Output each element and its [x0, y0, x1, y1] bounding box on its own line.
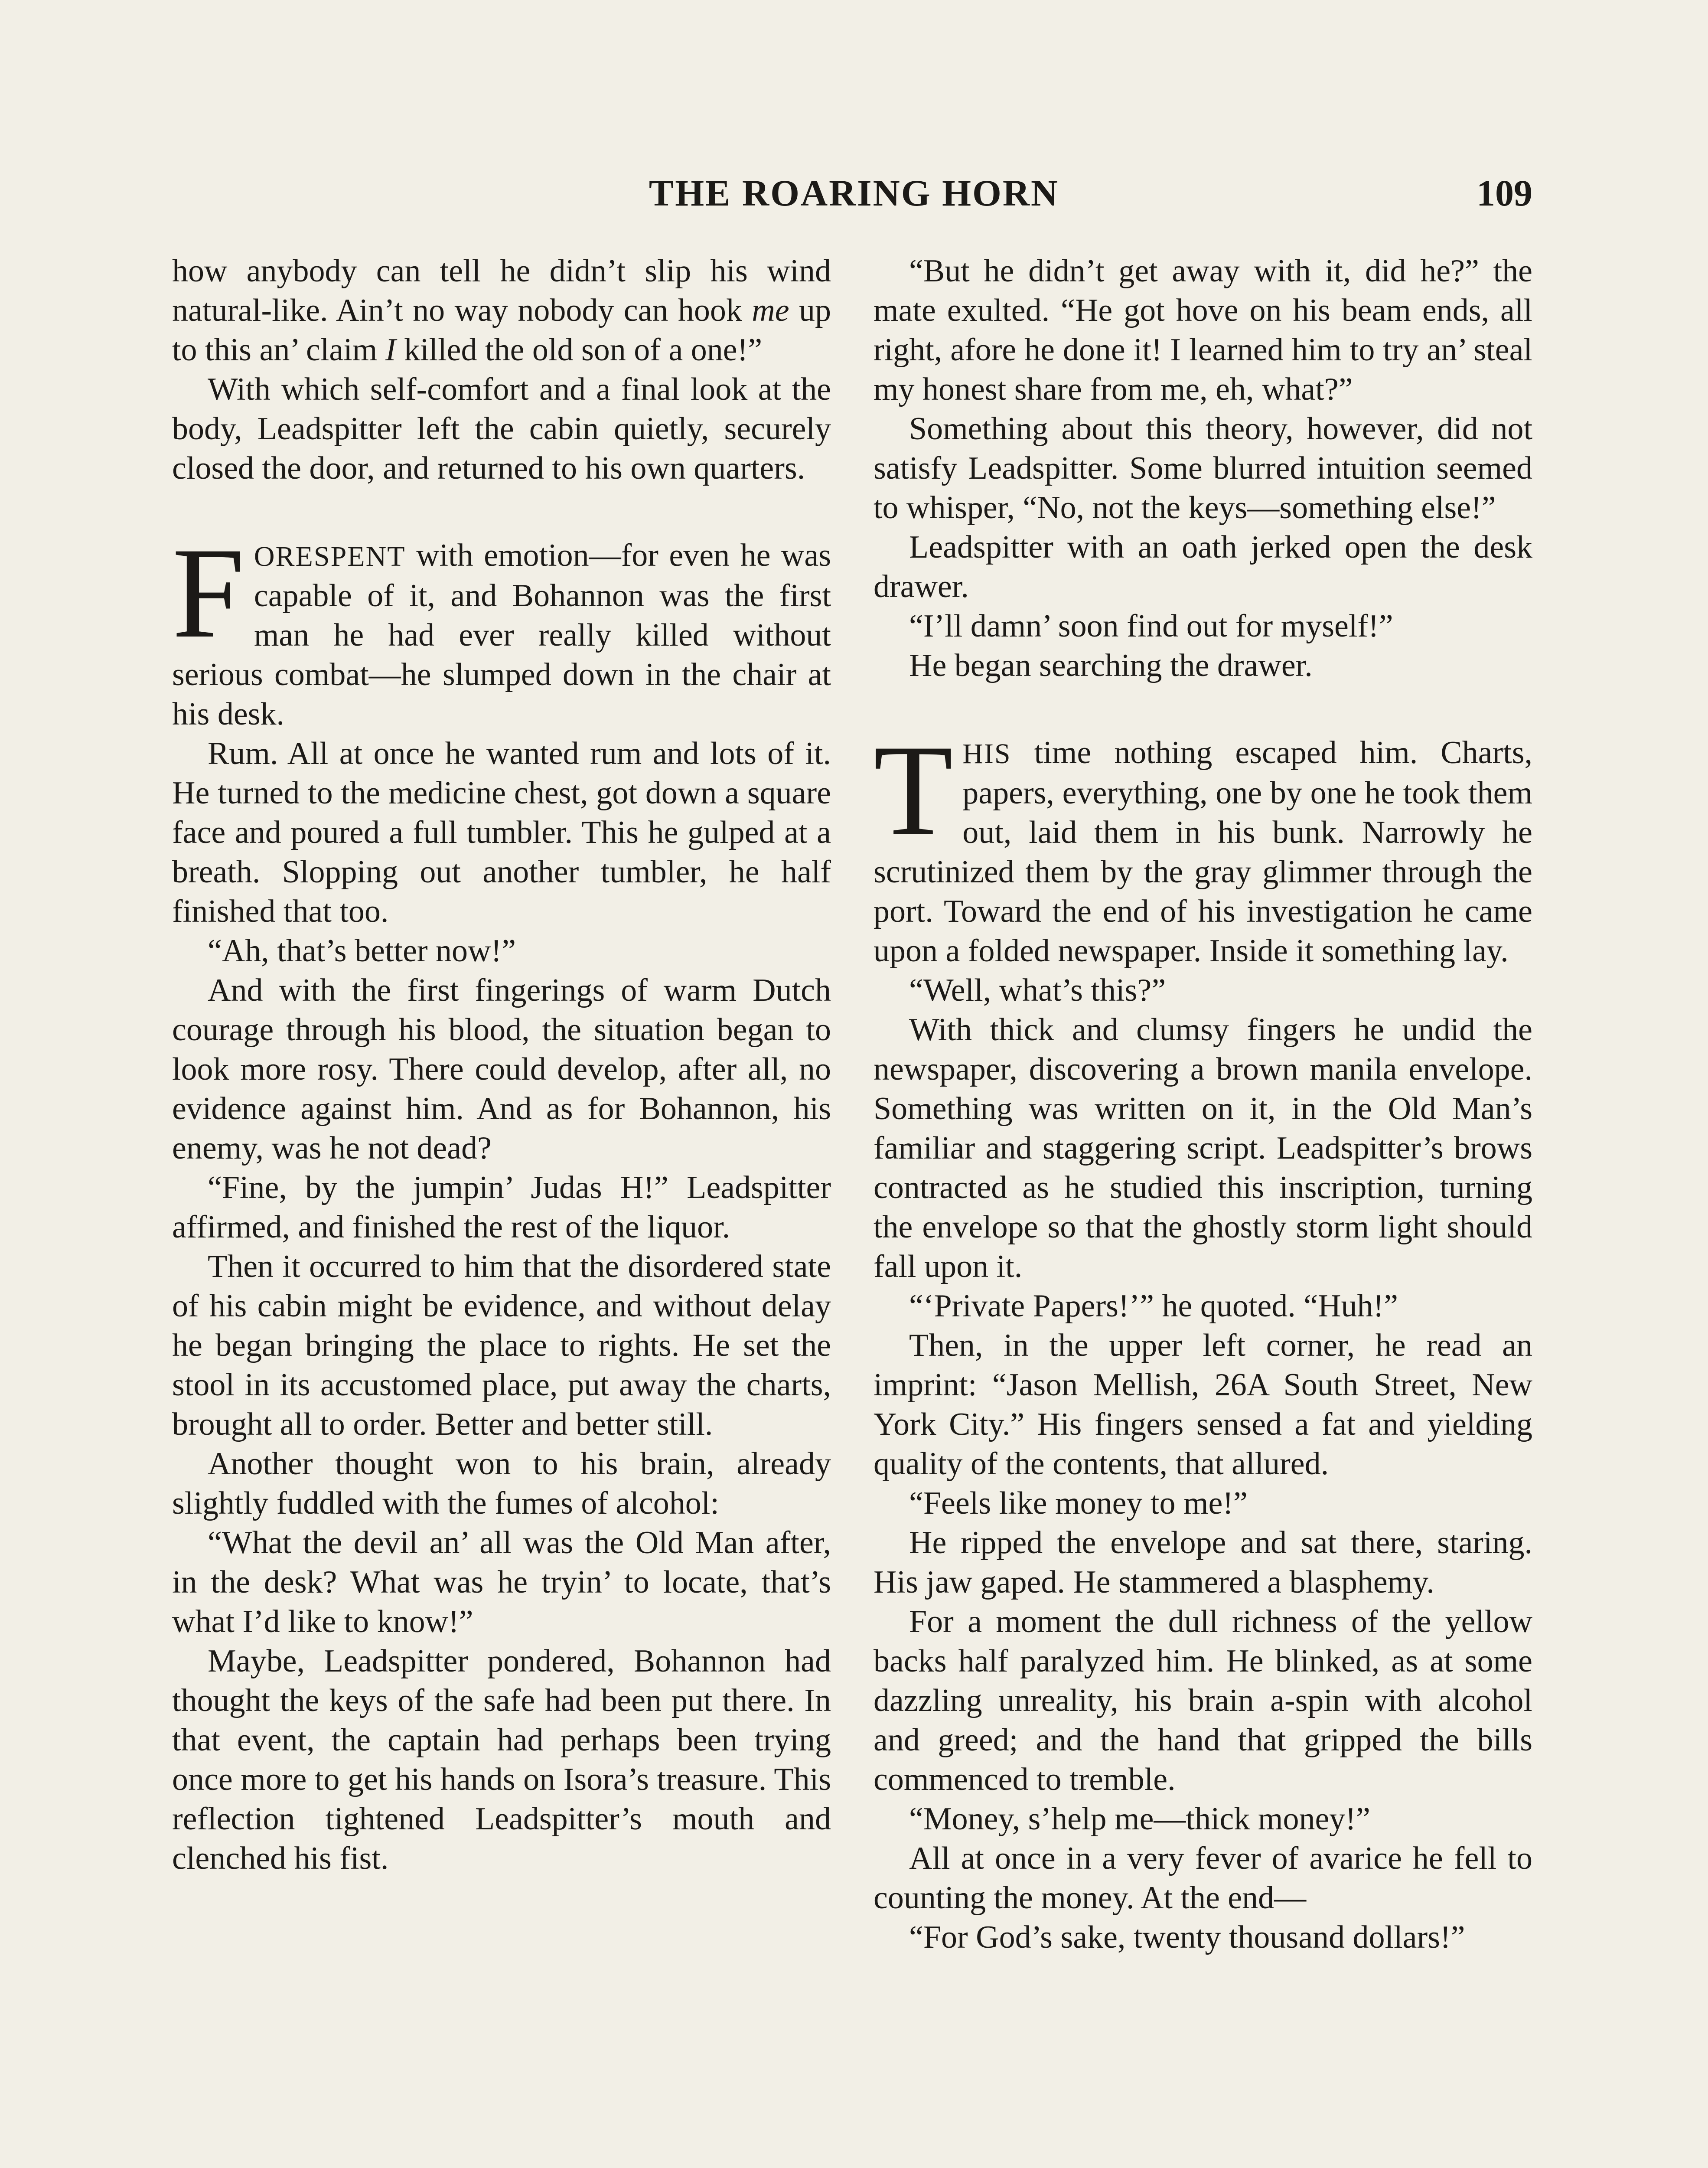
paragraph: “What the devil an’ all was the Old Man after, in the desk? What was he tryin’ to locate, that’s what I’d like to know!”: [172, 1525, 831, 1639]
right-column: [874, 251, 1532, 1957]
page-number: 109: [1477, 172, 1532, 214]
left-column: [172, 251, 831, 1878]
paragraph: “Fine, by the jumpin’ Judas H!” Leadspitter affirmed, and finished the rest of the liquor.: [172, 1170, 831, 1245]
text-run: time nothing escaped him. Charts, papers, everything, one by one he took them out, laid them in his bunk. Narrowly he scrutinized them by the gray glimmer through the port. Toward the end of his investigation he came upon a folded newspaper. Inside it something lay.: [874, 735, 1532, 969]
drop-cap: F: [172, 521, 244, 665]
paragraph: All at once in a very fever of avarice he fell to counting the money. At the end—: [874, 1841, 1532, 1916]
paragraph: “Ah, that’s better now!”: [208, 933, 516, 969]
paragraph: Rum. All at once he wanted rum and lots of it. He turned to the medicine chest, got down a square face and poured a full tumbler. This he gulped at a breath. Slopping out another tumbler, he half finished that too.: [172, 736, 831, 929]
text-run: how anybody can tell he didn’t slip his wind natural-like. Ain’t no way nobody can hook: [172, 253, 831, 328]
paragraph: With thick and clumsy fingers he undid the newspaper, discovering a brown manila envelope. Something was written on it, in the Old Man’s familiar and staggering script. Leadspitter’s brows contracted as he studied this inscription, turning the envelope so that the ghostly storm light should fall upon it.: [874, 1012, 1532, 1284]
paragraph: With which self-comfort and a final look at the body, Leadspitter left the cabin quietly, securely closed the door, and returned to his own quarters.: [172, 372, 831, 486]
emphasis: me: [752, 293, 789, 328]
small-caps-lead: HIS: [962, 738, 1011, 770]
paragraph: “I’ll damn’ soon find out for myself!”: [909, 608, 1393, 644]
paragraph: “For God’s sake, twenty thousand dollars!”: [909, 1920, 1465, 1955]
page-header: [0, 171, 1708, 219]
running-title: THE ROARING HORN: [649, 172, 1059, 214]
text-run: up to this an’ claim: [172, 293, 831, 368]
section-opening-paragraph: [874, 718, 1532, 971]
paragraph: Leadspitter with an oath jerked open the desk drawer.: [874, 529, 1532, 604]
text-run: with emotion—for even he was capable of it, and Bohannon was the first man he had ever really killed without serious combat—he slumped down in the chair at his desk.: [172, 538, 831, 732]
paragraph: For a moment the dull richness of the yellow backs half paralyzed him. He blinked, as at some dazzling unreality, his brain a-spin with alcohol and greed; and the hand that gripped the bills commenced to tremble.: [874, 1604, 1532, 1797]
paragraph: Something about this theory, however, did not satisfy Leadspitter. Some blurred intuition seemed to whisper, “No, not the keys—something else!”: [874, 411, 1532, 526]
section-opening-paragraph: [172, 521, 831, 734]
drop-cap: T: [874, 718, 953, 862]
paragraph: “Money, s’help me—thick money!”: [909, 1801, 1370, 1837]
small-caps-lead: ORESPENT: [254, 541, 406, 572]
paragraph: Then, in the upper left corner, he read an imprint: “Jason Mellish, 26A South Street, New York City.” His fingers sensed a fat and yielding quality of the contents, that allured.: [874, 1328, 1532, 1482]
paragraph: Then it occurred to him that the disordered state of his cabin might be evidence, and without delay he began bringing the place to rights. He set the stool in its accustomed place, put away the charts, brought all to order. Better and better still.: [172, 1249, 831, 1442]
paragraph: And with the first fingerings of warm Dutch courage through his blood, the situation began to look more rosy. There could develop, after all, no evidence against him. And as for Bohannon, his enemy, was he not dead?: [172, 973, 831, 1166]
paragraph: “Feels like money to me!”: [909, 1486, 1248, 1521]
emphasis: I: [385, 332, 396, 368]
paragraph: Another thought won to his brain, already slightly fuddled with the fumes of alcohol:: [172, 1446, 831, 1521]
paragraph: “Well, what’s this?”: [909, 973, 1166, 1008]
paragraph: “But he didn’t get away with it, did he?” the mate exulted. “He got hove on his beam ends, all right, afore he done it! I learned him to try an’ steal my honest share from me, eh, what?”: [874, 253, 1532, 407]
paragraph: “‘Private Papers!’” he quoted. “Huh!”: [909, 1288, 1398, 1324]
paragraph: Maybe, Leadspitter pondered, Bohannon had thought the keys of the safe had been put there. In that event, the captain had perhaps been trying once more to get his hands on Isora’s treasure. This reflection tightened Leadspitter’s mouth and clenched his fist.: [172, 1643, 831, 1876]
paragraph: He began searching the drawer.: [909, 648, 1313, 683]
paragraph: He ripped the envelope and sat there, staring. His jaw gaped. He stammered a blasphemy.: [874, 1525, 1532, 1600]
paragraph: [172, 251, 831, 370]
text-run: killed the old son of a one!”: [396, 332, 763, 368]
